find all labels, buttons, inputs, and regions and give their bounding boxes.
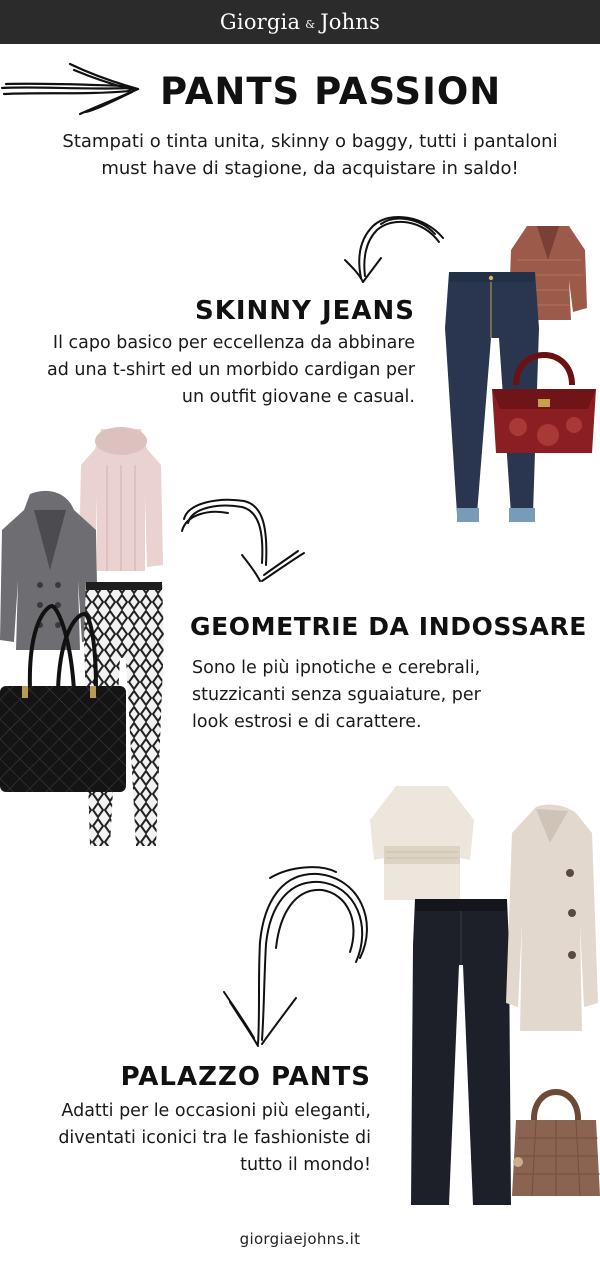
section-text-skinny-jeans: [0, 330, 415, 411]
text-line: Il capo basico per eccellenza da abbinare: [52, 333, 415, 353]
quilted-bag-image: [0, 600, 128, 795]
brand-name-left: Giorgia: [219, 10, 301, 34]
brand-name-right: Johns: [320, 10, 381, 34]
text-line: tutto il mondo!: [240, 1155, 371, 1175]
lace-top-image: [366, 780, 478, 905]
footer-url: giorgiaejohns.it: [239, 1230, 361, 1248]
section-text-palazzo-pants: [0, 1098, 371, 1179]
brand-ampersand: &: [305, 17, 316, 31]
intro-text: [0, 128, 600, 182]
section-title-geometrie: GEOMETRIE DA INDOSSARE: [190, 612, 587, 641]
beige-coat-image: [506, 803, 600, 1035]
intro-line: Stampati o tinta unita, skinny o baggy, tutti i pantaloni: [62, 131, 558, 152]
scribble-arrow-icon: [210, 862, 380, 1052]
text-line: diventati iconici tra le fashioniste di: [58, 1128, 371, 1148]
text-line: look estrosi e di carattere.: [192, 712, 422, 732]
croc-handbag-image: [510, 1078, 600, 1200]
section-text-geometrie: [192, 655, 572, 736]
scribble-arrow-icon: [0, 58, 145, 118]
text-line: stuzzicanti senza sguaiature, per: [192, 685, 481, 705]
text-line: Sono le più ipnotiche e cerebrali,: [192, 658, 481, 678]
page-title: PANTS PASSION: [160, 70, 502, 113]
scribble-arrow-icon: [178, 495, 308, 585]
section-title-palazzo-pants: PALAZZO PANTS: [120, 1062, 371, 1092]
text-line: ad una t-shirt ed un morbido cardigan per: [47, 360, 415, 380]
section-title-skinny-jeans: SKINNY JEANS: [195, 296, 415, 326]
text-line: un outfit giovane e casual.: [181, 387, 415, 407]
red-handbag-image: [488, 335, 600, 457]
palazzo-pants-image: [407, 895, 515, 1210]
text-line: Adatti per le occasioni più eleganti,: [61, 1101, 371, 1121]
intro-line: must have di stagione, da acquistare in saldo!: [101, 158, 519, 179]
scribble-arrow-icon: [335, 208, 450, 288]
brand-header: [0, 0, 600, 44]
